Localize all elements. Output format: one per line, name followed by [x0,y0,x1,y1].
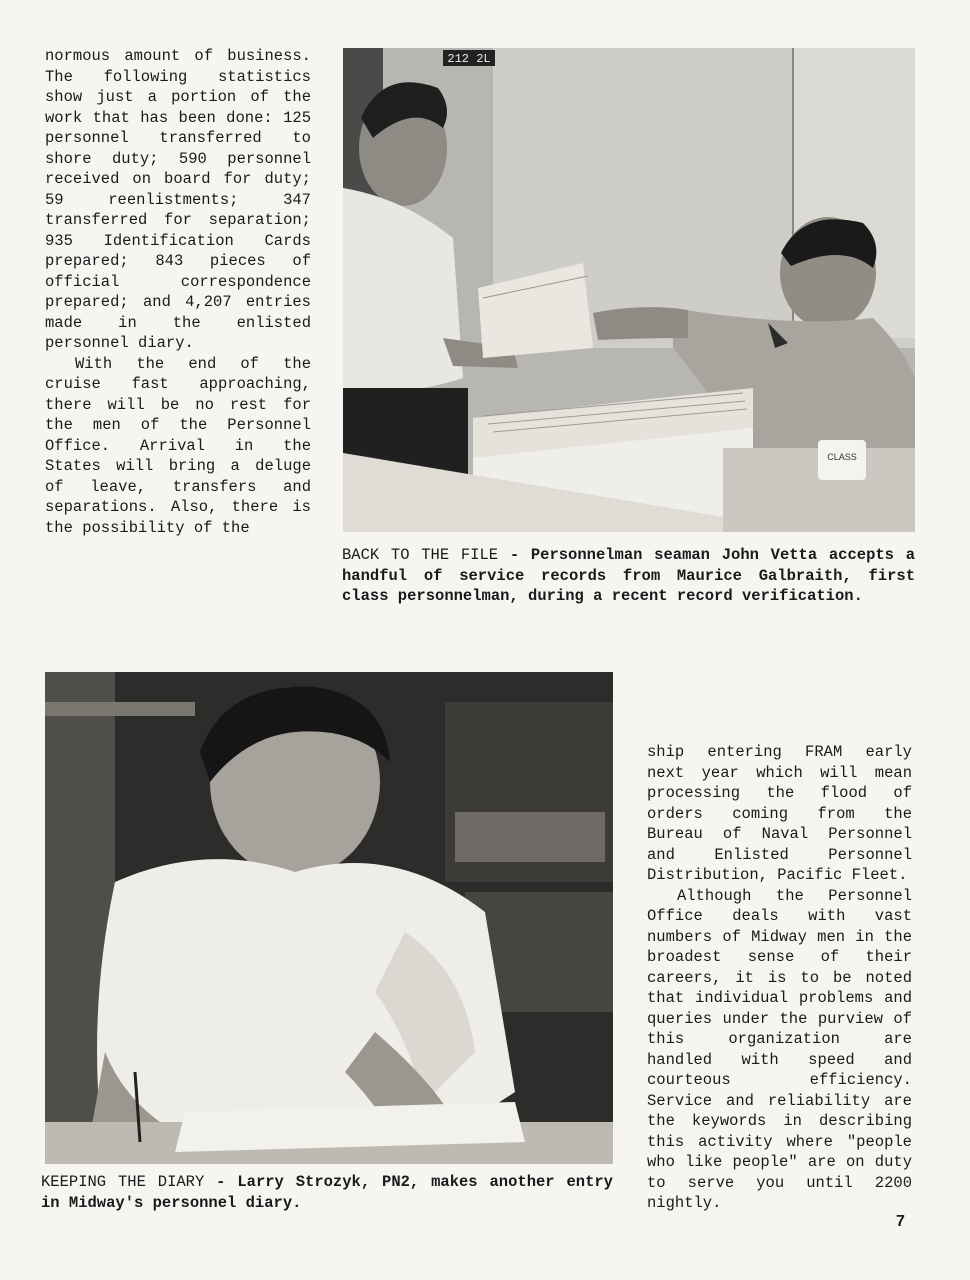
caption-keeping-the-diary [41,1172,613,1213]
left-paragraph-2: With the end of the cruise fast approaching, there will be no rest for the men of the Personnel Office. Arrival in the States will bring a deluge of leave, transfers and separations. Also, there is the possibility of the [45,354,311,537]
caption-top-head: BACK TO THE FILE [342,546,499,564]
right-paragraph-2: Although the Personnel Office deals with vast numbers of Midway men in the broadest sense of their careers, it is to be noted that individual problems and queries under the purview of this organization are handled with speed and courteous efficiency. Service and reliability are the keywords in describing this activity where "people who like people" are on duty to serve you until 2200 nightly. [647,886,912,1212]
caption-back-to-the-file [342,545,915,607]
door-sign-text: 212 2L [447,52,491,66]
photo-back-to-the-file [343,48,915,532]
caption-bottom-head: KEEPING THE DIARY [41,1173,205,1191]
left-paragraph-1: normous amount of business. The following statistics show just a portion of the work that has been done: 125 personnel transferred to shore duty; 590 personnel received on board for duty; 59 reenlistments; 347 transferred for separation; 935 Identification Cards prepared; 843 pieces of official correspondence prepared; and 4,207 entries made in the enlisted personnel diary. [45,47,311,352]
right-text-column [647,742,912,1214]
caption-bottom-body: - Larry Strozyk, PN2, makes another entry in Midway's personnel diary. [41,1173,613,1212]
left-text-column [45,46,311,538]
mug-label: CLASS [827,452,857,462]
photo-keeping-the-diary [45,672,613,1164]
page-number: 7 [896,1213,905,1230]
right-paragraph-1: ship entering FRAM early next year which will mean processing the flood of orders coming from the Bureau of Naval Personnel and Enlisted Personnel Distribution, Pacific Fleet. [647,743,912,884]
caption-top-body: - Personnelman seaman John Vetta accepts a handful of service records from Maurice Galbraith, first class personnelman, during a recent record verification. [342,546,916,605]
